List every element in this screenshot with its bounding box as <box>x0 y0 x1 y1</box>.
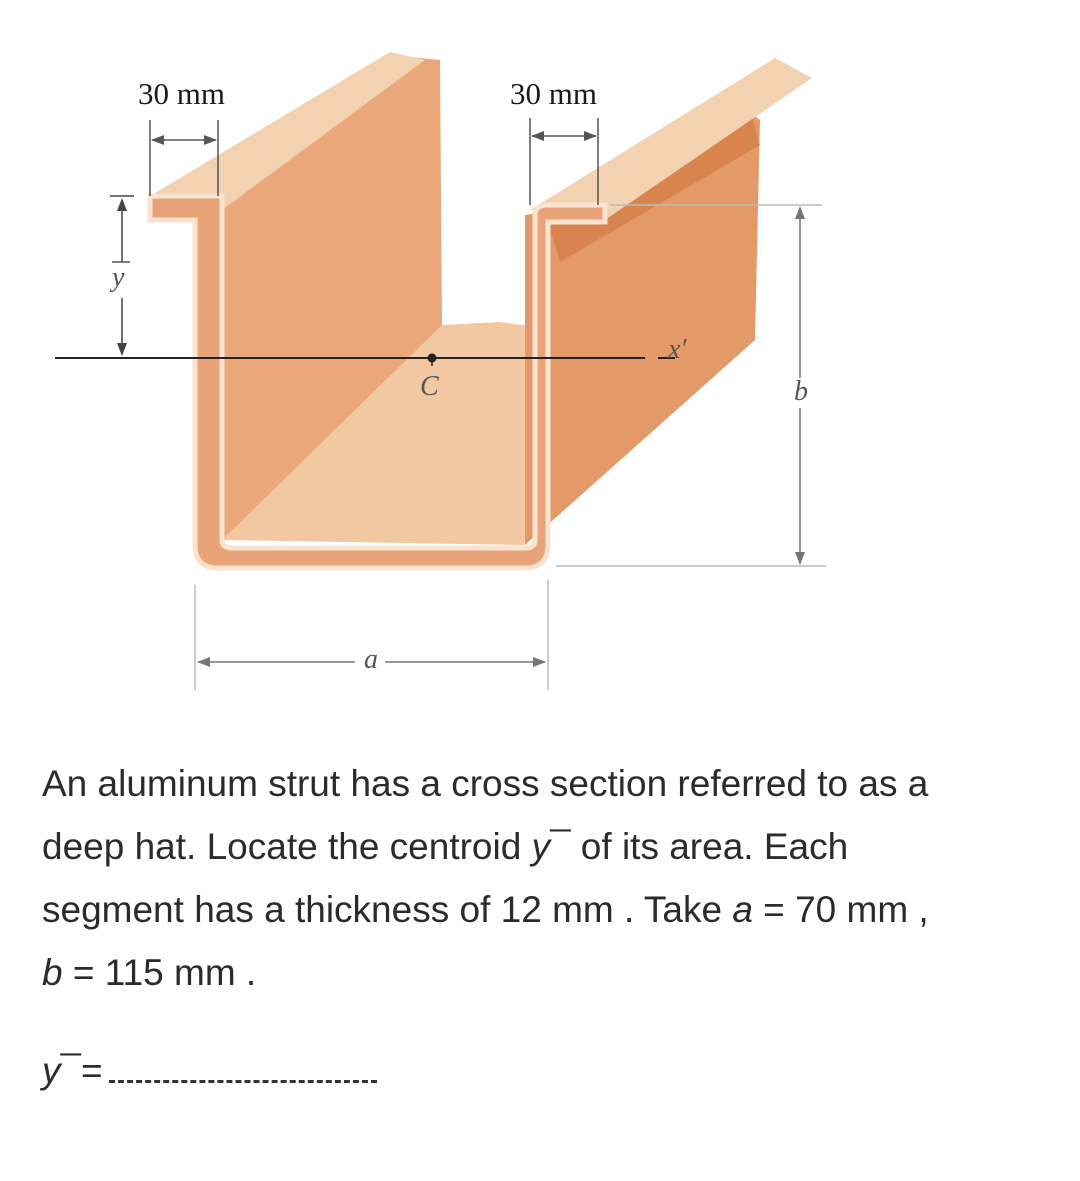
right-flange-label: 30 mm <box>510 76 597 111</box>
centroid-label: C <box>420 371 439 402</box>
answer-row <box>42 1050 377 1092</box>
x-axis-label: x′ <box>668 334 687 365</box>
problem-text: = 115 mm . <box>62 952 257 993</box>
answer-label-variable: y¯ <box>42 1050 81 1091</box>
b-variable: b <box>42 952 63 993</box>
problem-text: deep hat. Locate the centroid <box>42 826 532 867</box>
problem-line-2 <box>42 815 1052 878</box>
a-label: a <box>364 644 378 675</box>
b-label: b <box>794 376 808 407</box>
ybar-label: y <box>112 262 125 293</box>
answer-input[interactable] <box>109 1054 377 1083</box>
problem-text: = 70 mm , <box>752 889 929 930</box>
problem-text: An aluminum strut has a cross section referred to as a <box>42 763 929 804</box>
problem-line-1 <box>42 752 1052 815</box>
answer-label-equals: = <box>80 1050 103 1091</box>
ybar-variable: y¯ <box>531 826 571 867</box>
problem-text: of its area. Each <box>570 826 849 867</box>
problem-statement <box>42 752 1052 1004</box>
problem-line-4 <box>42 941 1052 1004</box>
problem-line-3 <box>42 878 1052 941</box>
problem-text: segment has a thickness of 12 mm . Take <box>42 889 733 930</box>
a-variable: a <box>732 889 753 930</box>
left-flange-label: 30 mm <box>138 76 225 111</box>
